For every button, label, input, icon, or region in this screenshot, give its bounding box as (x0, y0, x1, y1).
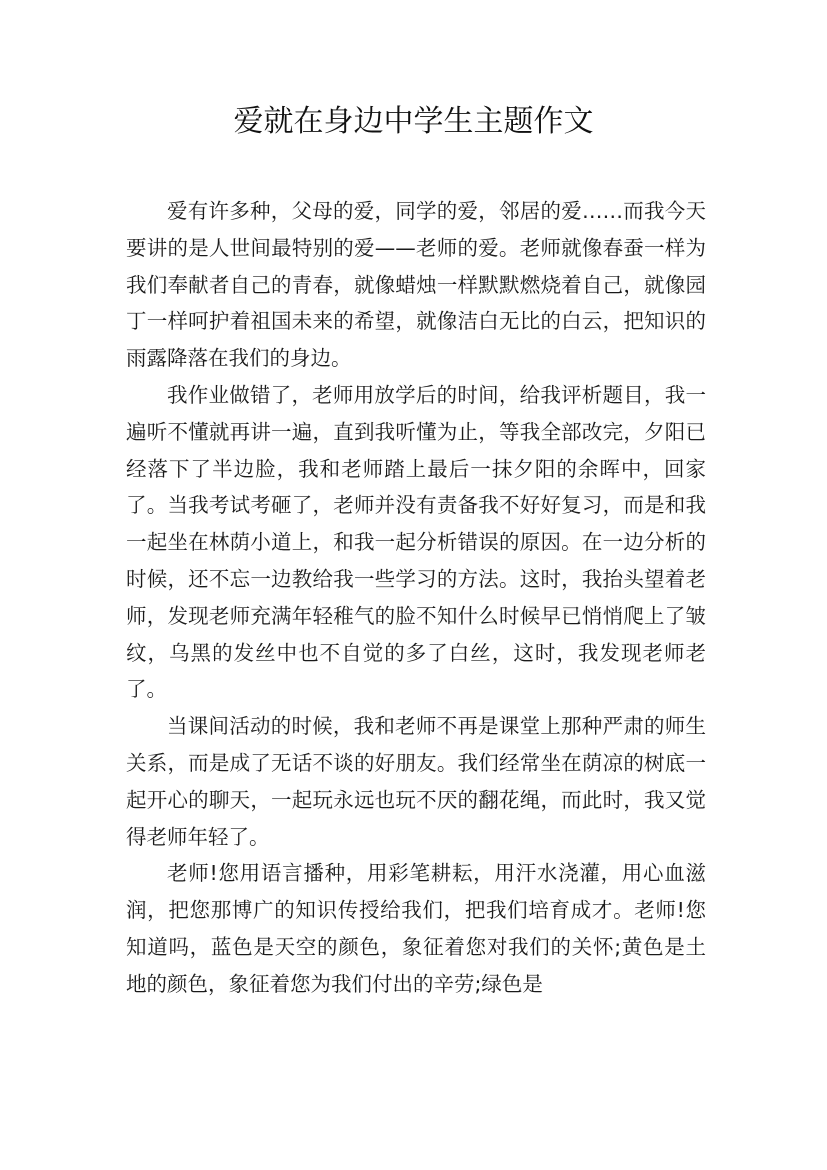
paragraph: 我作业做错了，老师用放学后的时间，给我评析题目，我一遍听不懂就再讲一遍，直到我听懂为止，等我全部改完，夕阳已经落下了半边脸，我和老师踏上最后一抹夕阳的余晖中，回家了。当我考试考砸了，老师并没有责备我不好好复习，而是和我一起坐在林荫小道上，和我一起分析错误的原因。在一边分析的时候，还不忘一边教给我一些学习的方法。这时，我抬头望着老师，发现老师充满年轻稚气的脸不知什么时候早已悄悄爬上了皱纹，乌黑的发丝中也不自觉的多了白丝，这时，我发现老师老了。 (126, 382, 706, 702)
article-body (126, 193, 706, 1003)
paragraph: 当课间活动的时候，我和老师不再是课堂上那种严肃的师生关系，而是成了无话不谈的好朋友。我们经常坐在荫凉的树底一起开心的聊天，一起玩永远也玩不厌的翻花绳，而此时，我又觉得老师年轻了。 (126, 714, 706, 849)
page-title: 爱就在身边中学生主题作文 (233, 104, 594, 139)
paragraph: 爱有许多种，父母的爱，同学的爱，邻居的爱……而我今天要讲的是人世间最特别的爱——老师的爱。老师就像春蚕一样为我们奉献者自己的青春，就像蜡烛一样默默燃烧着自己，就像园丁一样呵护着祖国未来的希望，就像洁白无比的白云，把知识的雨露降落在我们的身边。 (126, 199, 706, 371)
paragraph: 老师!您用语言播种，用彩笔耕耘，用汗水浇灌，用心血滋润，把您那博广的知识传授给我们，把我们培育成才。老师!您知道吗，蓝色是天空的颜色，象征着您对我们的关怀;黄色是土地的颜色，象征着您为我们付出的辛劳;绿色是 (126, 861, 706, 996)
